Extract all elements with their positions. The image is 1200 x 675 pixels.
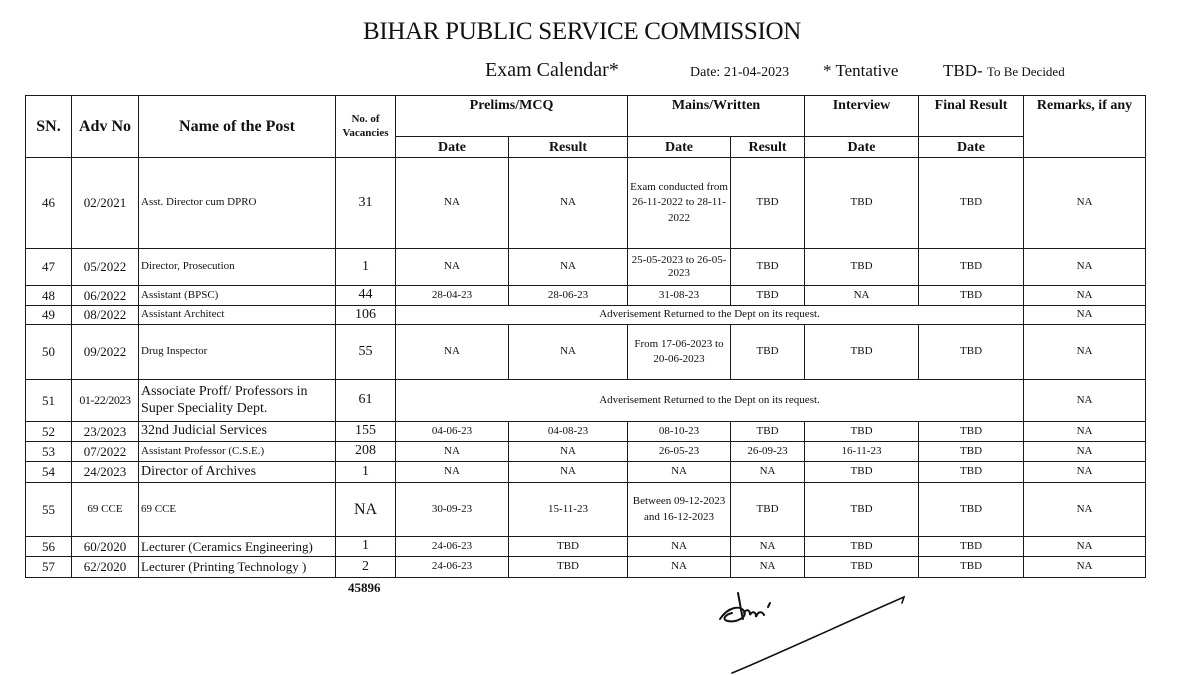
table-row <box>26 306 1146 325</box>
cell-interview-date: TBD <box>805 249 919 286</box>
header-prelims: Prelims/MCQ <box>396 96 628 137</box>
cell-interview-date: TBD <box>805 422 919 442</box>
cell-mains-result: TBD <box>731 483 805 537</box>
cell-adv-no: 24/2023 <box>72 462 139 483</box>
cell-adv-no: 62/2020 <box>72 557 139 578</box>
cell-remarks: NA <box>1024 286 1146 306</box>
cell-final-date: TBD <box>919 325 1024 380</box>
cell-post-name: Assistant Architect <box>139 306 336 325</box>
cell-mains-date: 26-05-23 <box>628 442 731 462</box>
cell-remarks: NA <box>1024 158 1146 249</box>
cell-prelims-result: 28-06-23 <box>509 286 628 306</box>
document-date: Date: 21-04-2023 <box>690 65 790 80</box>
signature-icon <box>710 585 910 675</box>
cell-post-name: Director of Archives <box>139 462 336 483</box>
cell-vacancies: 2 <box>336 557 396 578</box>
cell-interview-date: TBD <box>805 557 919 578</box>
cell-interview-date: TBD <box>805 483 919 537</box>
cell-sn: 47 <box>26 249 72 286</box>
cell-post-name: Drug Inspector <box>139 325 336 380</box>
cell-vacancies: 61 <box>336 380 396 422</box>
cell-returned-note: Adverisement Returned to the Dept on its request. <box>396 380 1024 422</box>
cell-mains-result: TBD <box>731 286 805 306</box>
cell-adv-no: 07/2022 <box>72 442 139 462</box>
tentative-note: * Tentative <box>823 61 899 80</box>
table-row <box>26 158 1146 249</box>
cell-mains-date: NA <box>628 462 731 483</box>
cell-prelims-result: TBD <box>509 537 628 557</box>
cell-mains-result: TBD <box>731 158 805 249</box>
cell-remarks: NA <box>1024 537 1146 557</box>
document-title: Exam Calendar* <box>485 59 619 81</box>
cell-final-date: TBD <box>919 557 1024 578</box>
cell-final-date: TBD <box>919 483 1024 537</box>
cell-sn: 52 <box>26 422 72 442</box>
cell-remarks: NA <box>1024 249 1146 286</box>
cell-remarks: NA <box>1024 422 1146 442</box>
cell-prelims-result: NA <box>509 249 628 286</box>
cell-remarks: NA <box>1024 557 1146 578</box>
cell-final-date: TBD <box>919 286 1024 306</box>
cell-post-name: Asst. Director cum DPRO <box>139 158 336 249</box>
cell-prelims-result: NA <box>509 325 628 380</box>
cell-vacancies: 106 <box>336 306 396 325</box>
header-mains: Mains/Written <box>628 96 805 137</box>
cell-interview-date: NA <box>805 286 919 306</box>
cell-prelims-result: NA <box>509 158 628 249</box>
header-post-name: Name of the Post <box>139 96 336 158</box>
cell-prelims-date: NA <box>396 325 509 380</box>
header-sn: SN. <box>26 96 72 158</box>
cell-prelims-date: 24-06-23 <box>396 537 509 557</box>
tbd-legend <box>943 61 1065 85</box>
cell-final-date: TBD <box>919 158 1024 249</box>
cell-prelims-date: 04-06-23 <box>396 422 509 442</box>
cell-adv-no: 06/2022 <box>72 286 139 306</box>
cell-vacancies: 1 <box>336 249 396 286</box>
header-prelims-date: Date <box>396 137 509 158</box>
cell-mains-result: NA <box>731 557 805 578</box>
cell-mains-date: 31-08-23 <box>628 286 731 306</box>
cell-final-date: TBD <box>919 537 1024 557</box>
cell-mains-date: 08-10-23 <box>628 422 731 442</box>
table-row <box>26 442 1146 462</box>
exam-calendar-table <box>25 95 1146 578</box>
cell-sn: 46 <box>26 158 72 249</box>
total-vacancies: 45896 <box>348 580 381 595</box>
cell-post-name: Lecturer (Ceramics Engineering) <box>139 537 336 557</box>
cell-mains-date: Between 09-12-2023 and 16-12-2023 <box>628 483 731 537</box>
cell-mains-date: NA <box>628 557 731 578</box>
cell-post-name: Lecturer (Printing Technology ) <box>139 557 336 578</box>
cell-final-date: TBD <box>919 442 1024 462</box>
tbd-meaning: To Be Decided <box>986 64 1065 79</box>
cell-sn: 49 <box>26 306 72 325</box>
cell-interview-date: TBD <box>805 325 919 380</box>
cell-post-name: Director, Prosecution <box>139 249 336 286</box>
cell-vacancies: 1 <box>336 462 396 483</box>
cell-sn: 56 <box>26 537 72 557</box>
table-row <box>26 557 1146 578</box>
table-row <box>26 325 1146 380</box>
cell-prelims-date: 30-09-23 <box>396 483 509 537</box>
cell-sn: 50 <box>26 325 72 380</box>
cell-final-date: TBD <box>919 422 1024 442</box>
cell-adv-no: 08/2022 <box>72 306 139 325</box>
cell-remarks: NA <box>1024 483 1146 537</box>
header-prelims-result: Result <box>509 137 628 158</box>
cell-remarks: NA <box>1024 380 1146 422</box>
table-row <box>26 422 1146 442</box>
cell-sn: 51 <box>26 380 72 422</box>
cell-prelims-date: 24-06-23 <box>396 557 509 578</box>
cell-interview-date: TBD <box>805 462 919 483</box>
cell-adv-no: 69 CCE <box>72 483 139 537</box>
cell-adv-no: 01-22/2023 <box>72 380 139 422</box>
cell-sn: 48 <box>26 286 72 306</box>
cell-mains-date: Exam conducted from 26-11-2022 to 28-11-2022 <box>628 158 731 249</box>
table-row <box>26 286 1146 306</box>
cell-interview-date: 16-11-23 <box>805 442 919 462</box>
cell-mains-date: NA <box>628 537 731 557</box>
cell-adv-no: 60/2020 <box>72 537 139 557</box>
cell-mains-result: NA <box>731 462 805 483</box>
table-row <box>26 483 1146 537</box>
cell-final-date: TBD <box>919 249 1024 286</box>
cell-prelims-date: NA <box>396 442 509 462</box>
cell-vacancies: 155 <box>336 422 396 442</box>
cell-mains-result: 26-09-23 <box>731 442 805 462</box>
table-row <box>26 380 1146 422</box>
cell-vacancies: 31 <box>336 158 396 249</box>
cell-remarks: NA <box>1024 442 1146 462</box>
cell-final-date: TBD <box>919 462 1024 483</box>
cell-prelims-date: NA <box>396 249 509 286</box>
cell-vacancies: 208 <box>336 442 396 462</box>
table-row <box>26 537 1146 557</box>
cell-mains-result: TBD <box>731 325 805 380</box>
cell-remarks: NA <box>1024 325 1146 380</box>
cell-mains-result: NA <box>731 537 805 557</box>
cell-post-name: 32nd Judicial Services <box>139 422 336 442</box>
cell-adv-no: 05/2022 <box>72 249 139 286</box>
cell-prelims-result: NA <box>509 462 628 483</box>
cell-adv-no: 02/2021 <box>72 158 139 249</box>
cell-adv-no: 23/2023 <box>72 422 139 442</box>
cell-sn: 53 <box>26 442 72 462</box>
table-row <box>26 462 1146 483</box>
header-final-date: Date <box>919 137 1024 158</box>
table-row <box>26 249 1146 286</box>
cell-interview-date: TBD <box>805 158 919 249</box>
cell-post-name: Assistant Professor (C.S.E.) <box>139 442 336 462</box>
tbd-prefix: TBD- <box>943 61 983 80</box>
cell-prelims-date: 28-04-23 <box>396 286 509 306</box>
cell-vacancies: 55 <box>336 325 396 380</box>
cell-vacancies: NA <box>336 483 396 537</box>
cell-prelims-result: 15-11-23 <box>509 483 628 537</box>
header-mains-result: Result <box>731 137 805 158</box>
header-mains-date: Date <box>628 137 731 158</box>
cell-sn: 57 <box>26 557 72 578</box>
cell-sn: 55 <box>26 483 72 537</box>
cell-remarks: NA <box>1024 306 1146 325</box>
cell-remarks: NA <box>1024 462 1146 483</box>
header-remarks: Remarks, if any <box>1024 96 1146 158</box>
cell-mains-date: From 17-06-2023 to 20-06-2023 <box>628 325 731 380</box>
cell-prelims-result: TBD <box>509 557 628 578</box>
organization-title: BIHAR PUBLIC SERVICE COMMISSION <box>362 18 802 45</box>
cell-vacancies: 1 <box>336 537 396 557</box>
cell-post-name: Associate Proff/ Professors in Super Speciality Dept. <box>139 380 336 422</box>
cell-adv-no: 09/2022 <box>72 325 139 380</box>
cell-vacancies: 44 <box>336 286 396 306</box>
header-interview-date: Date <box>805 137 919 158</box>
cell-prelims-date: NA <box>396 158 509 249</box>
cell-prelims-date: NA <box>396 462 509 483</box>
cell-interview-date: TBD <box>805 537 919 557</box>
cell-prelims-result: 04-08-23 <box>509 422 628 442</box>
cell-prelims-result: NA <box>509 442 628 462</box>
cell-post-name: 69 CCE <box>139 483 336 537</box>
header-final-result: Final Result <box>919 96 1024 137</box>
cell-post-name: Assistant (BPSC) <box>139 286 336 306</box>
cell-returned-note: Adverisement Returned to the Dept on its request. <box>396 306 1024 325</box>
cell-mains-result: TBD <box>731 422 805 442</box>
header-interview: Interview <box>805 96 919 137</box>
cell-sn: 54 <box>26 462 72 483</box>
cell-mains-result: TBD <box>731 249 805 286</box>
header-vacancies: No. of Vacancies <box>336 96 396 158</box>
cell-mains-date: 25-05-2023 to 26-05-2023 <box>628 249 731 286</box>
header-adv-no: Adv No <box>72 96 139 158</box>
